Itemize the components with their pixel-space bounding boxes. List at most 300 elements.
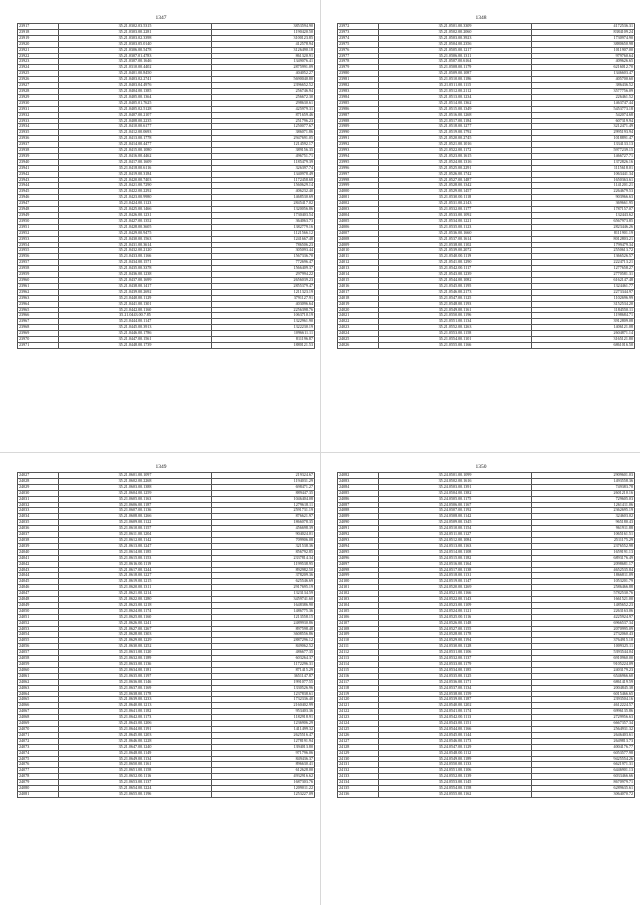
account-code-cell: 35.24.0516.00.1164 (379, 561, 532, 567)
amount-cell: 3459741.60 (212, 597, 315, 603)
amount-cell: 1209011.22 (212, 786, 315, 792)
account-code-cell: 35.21.0641.00.1182 (59, 709, 212, 715)
amount-cell: 1411499.32 (212, 726, 315, 732)
amount-cell: 2160402.99 (212, 703, 315, 709)
row-number-cell: 23984 (338, 94, 379, 100)
ledger-table (337, 472, 635, 798)
row-number-cell: 23933 (18, 118, 59, 124)
row-number-cell: 24001 (338, 195, 379, 201)
row-number-cell: 23952 (18, 230, 59, 236)
account-code-cell: 35.21.0310.00.4402 (59, 65, 212, 71)
account-code-cell: 35.21.0423.00.9980 (59, 195, 212, 201)
amount-cell: 2586466.88 (532, 585, 635, 591)
amount-cell: 4932916.62 (212, 774, 315, 780)
account-code-cell: 35.21.0433.00.1166 (59, 254, 212, 260)
row-number-cell: 24123 (338, 715, 379, 721)
row-number-cell: 24047 (18, 591, 59, 597)
amount-cell: 3791127.91 (212, 295, 315, 301)
account-code-cell: 35.24.0540.00.1202 (379, 703, 532, 709)
row-number-cell: 24100 (338, 579, 379, 585)
amount-cell: 1065161.51 (532, 532, 635, 538)
amount-cell: 2995193.94 (532, 130, 635, 136)
row-number-cell: 23975 (338, 41, 379, 47)
account-code-cell: 35.24.0507.00.1192 (379, 508, 532, 514)
account-code-cell: 35.21.0552.00.1263 (379, 325, 532, 331)
amount-cell: 1185479.39 (212, 159, 315, 165)
row-number-cell: 24115 (338, 667, 379, 673)
row-number-cell: 23992 (338, 142, 379, 148)
account-code-cell: 35.21.0542.00.1117 (379, 266, 532, 272)
row-number-cell: 24131 (338, 762, 379, 768)
amount-cell: 2550613.72 (532, 248, 635, 254)
amount-cell: 256746.94 (212, 88, 315, 94)
amount-cell: 1406121.08 (532, 325, 635, 331)
row-number-cell: 23948 (18, 207, 59, 213)
row-number-cell: 24033 (18, 508, 59, 514)
amount-cell: 2649813.73 (532, 738, 635, 744)
account-code-cell: 35.21.0609.00.1122 (59, 520, 212, 526)
amount-cell: 305093.44 (212, 248, 315, 254)
row-number-cell: 24080 (18, 786, 59, 792)
amount-cell: 2604871.14 (532, 331, 635, 337)
row-number-cell: 24127 (338, 738, 379, 744)
amount-cell: 904024.01 (212, 532, 315, 538)
amount-cell: 251796.23 (212, 118, 315, 124)
amount-cell: 1277658.27 (532, 266, 635, 272)
account-code-cell: 35.24.0504.00.1382 (379, 490, 532, 496)
row-number-cell: 24088 (338, 508, 379, 514)
row-number-cell: 24069 (18, 721, 59, 727)
row-number-cell: 24029 (18, 484, 59, 490)
row-number-cell: 24084 (338, 484, 379, 490)
account-code-cell: 35.21.0620.00.1311 (59, 585, 212, 591)
row-number-cell: 24003 (338, 207, 379, 213)
row-number-cell: 23971 (18, 342, 59, 348)
amount-cell: 2917695.19 (212, 585, 315, 591)
account-code-cell: 35.21.0501.00.3309 (379, 24, 532, 30)
account-code-cell: 35.21.0624.00.1174 (59, 608, 212, 614)
account-code-cell: 35.24.0553.00.1145 (379, 780, 532, 786)
amount-cell: 849436.37 (212, 756, 315, 762)
amount-cell: 9425554.26 (532, 756, 635, 762)
row-number-cell: 24068 (18, 715, 59, 721)
row-number-cell: 24057 (18, 650, 59, 656)
row-number-cell: 23980 (338, 71, 379, 77)
row-number-cell: 23983 (338, 88, 379, 94)
account-code-cell: 35.21.0644.00.1191 (59, 726, 212, 732)
amount-cell: 1394013.80 (212, 744, 315, 750)
account-code-cell: 35.21.0415.00.1080 (59, 148, 212, 154)
account-code-cell: 35.24.0508.00.1142 (379, 514, 532, 520)
amount-cell: 1063441.34 (532, 171, 635, 177)
account-code-cell: 35.21.0422.00.2292 (59, 189, 212, 195)
account-code-cell: 35.21.0444.00.1147 (59, 319, 212, 325)
account-code-cell: 35.21.0439.00.2692 (59, 289, 212, 295)
account-code-cell: 35.21.0646.00.1228 (59, 738, 212, 744)
account-code-cell: 35.21.0535.00.1123 (379, 224, 532, 230)
amount-cell: 2770581.31 (532, 272, 635, 278)
account-code-cell: 35.21.0629.00.1229 (59, 638, 212, 644)
amount-cell: 486677.35 (212, 650, 315, 656)
row-number-cell: 23925 (18, 71, 59, 77)
account-code-cell: 35.21.0525.00.2291 (379, 165, 532, 171)
row-number-cell: 24086 (338, 496, 379, 502)
account-code-cell: 35.24.0552.00.1139 (379, 774, 532, 780)
row-number-cell: 24117 (338, 679, 379, 685)
amount-cell: 1866078.35 (212, 520, 315, 526)
account-code-cell: 35.24.0554.00.1158 (379, 786, 532, 792)
account-code-cell: 35.21.0527.00.1487 (379, 177, 532, 183)
account-code-cell: 35.24.0510.00.1154 (379, 526, 532, 532)
row-number-cell: 23937 (18, 142, 59, 148)
account-code-cell: 35.24.0547.00.1129 (379, 744, 532, 750)
amount-cell: 403096.64 (212, 301, 315, 307)
row-number-cell: 23989 (338, 124, 379, 130)
amount-cell: 625546.69 (212, 579, 315, 585)
amount-cell: 1278191.94 (212, 738, 315, 744)
amount-cell: 1493558.36 (532, 478, 635, 484)
row-number-cell: 23943 (18, 177, 59, 183)
row-number-cell: 24055 (18, 638, 59, 644)
account-code-cell: 35.21.0617.00.1244 (59, 567, 212, 573)
account-code-cell: 35.24.0519.00.1147 (379, 579, 532, 585)
amount-cell: 1732336.40 (212, 697, 315, 703)
amount-cell: 3577756.09 (532, 88, 635, 94)
amount-cell: 324603.02 (532, 514, 635, 520)
row-number-cell: 24066 (18, 703, 59, 709)
row-number-cell: 24070 (18, 726, 59, 732)
account-code-cell: 35.21.0653.00.1137 (59, 780, 212, 786)
account-code-cell: 35.21.0504.00.2356 (379, 41, 532, 47)
account-code-cell: 35.21.0554.00.1101 (379, 337, 532, 343)
row-number-cell: 24128 (338, 744, 379, 750)
amount-cell: 2337814.34 (212, 555, 315, 561)
amount-cell: 1330526.96 (212, 685, 315, 691)
row-number-cell: 24089 (338, 514, 379, 520)
account-code-cell: 35.21.0645.00.1203 (59, 732, 212, 738)
account-code-cell: 35.24.0529.00.1194 (379, 638, 532, 644)
row-number-cell: 23935 (18, 130, 59, 136)
row-number-cell: 24006 (338, 224, 379, 230)
amount-cell: 6162147.48 (532, 277, 635, 283)
row-number-cell: 23998 (338, 177, 379, 183)
amount-cell: 1650363.61 (532, 177, 635, 183)
ledger-table (17, 472, 315, 798)
row-number-cell: 24032 (18, 502, 59, 508)
amount-cell: 2909601.03 (532, 473, 635, 479)
amount-cell: 3152534.20 (532, 301, 635, 307)
account-code-cell: 35.21.0618.00.1227 (59, 573, 212, 579)
account-code-cell: 35.21.0438.00.1417 (59, 283, 212, 289)
amount-cell: 8670979.71 (532, 780, 635, 786)
account-code-cell: 35.21.0546.00.2173 (379, 289, 532, 295)
amount-cell: 3764915.10 (532, 638, 635, 644)
amount-cell: 6015466.65 (532, 691, 635, 697)
row-number-cell: 24025 (338, 337, 379, 343)
row-number-cell: 24114 (338, 662, 379, 668)
amount-cell: 1486775.36 (212, 608, 315, 614)
account-code-cell: 35.21.0511.00.1115 (379, 83, 532, 89)
row-number-cell: 23938 (18, 148, 59, 154)
account-code-cell: 35.21.0543.00.1239 (379, 272, 532, 278)
amount-cell: 1250077.67 (212, 124, 315, 130)
row-number-cell: 23920 (18, 41, 59, 47)
account-code-cell: 35.21.0413.00.1778 (59, 136, 212, 142)
account-code-cell: 35.21.0532.00.1177 (379, 207, 532, 213)
row-number-cell: 24012 (338, 260, 379, 266)
amount-cell: 1349076.41 (212, 59, 315, 65)
amount-cell: 6910960.00 (532, 656, 635, 662)
amount-cell: 6289635.61 (532, 786, 635, 792)
account-code-cell: 35.21.0627.00.1267 (59, 626, 212, 632)
row-number-cell: 24129 (338, 750, 379, 756)
row-number-cell: 24016 (338, 283, 379, 289)
amount-cell: 5977239.15 (532, 148, 635, 154)
row-number-cell: 23941 (18, 165, 59, 171)
row-number-cell: 24019 (338, 301, 379, 307)
account-code-cell: 35.21.0443.00.7.85 (59, 313, 212, 319)
amount-cell: 2256398.76 (212, 307, 315, 313)
account-code-cell: 35.21.0622.00.1280 (59, 597, 212, 603)
row-number-cell: 24116 (338, 673, 379, 679)
row-number-cell: 24044 (18, 573, 59, 579)
amount-cell: 404052.27 (212, 71, 315, 77)
ledger-page-top-left (17, 14, 313, 349)
amount-cell: 2729956.63 (532, 715, 635, 721)
row-number-cell: 24085 (338, 490, 379, 496)
row-number-cell: 24014 (338, 272, 379, 278)
account-code-cell: 35.21.0628.00.1303 (59, 632, 212, 638)
row-number-cell: 23949 (18, 213, 59, 219)
amount-cell: 892982.50 (212, 567, 315, 573)
row-number-cell: 23968 (18, 325, 59, 331)
account-code-cell: 35.21.0520.00.2745 (379, 136, 532, 142)
amount-cell: 406232.40 (212, 189, 315, 195)
account-code-cell: 35.21.0547.00.1125 (379, 295, 532, 301)
amount-cell: 1172458.68 (212, 177, 315, 183)
row-number-cell: 24056 (18, 644, 59, 650)
row-number-cell: 24053 (18, 626, 59, 632)
amount-cell: 3853594.90 (212, 24, 315, 30)
account-code-cell: 35.21.0518.00.1277 (379, 124, 532, 130)
row-number-cell: 24072 (18, 738, 59, 744)
amount-cell: 6446901.13 (532, 768, 635, 774)
amount-cell: 8111901.19 (532, 230, 635, 236)
row-number-cell: 23974 (338, 35, 379, 41)
account-code-cell: 35.21.0553.00.1158 (379, 331, 532, 337)
row-number-cell: 24133 (338, 774, 379, 780)
row-number-cell: 23965 (18, 307, 59, 313)
account-code-cell: 35.21.0445.00.3913 (59, 325, 212, 331)
row-number-cell: 23924 (18, 65, 59, 71)
page-number: 1347 (155, 15, 167, 21)
row-number-cell: 24110 (338, 638, 379, 644)
amount-cell: 4612224.57 (532, 703, 635, 709)
row-number-cell: 24075 (18, 756, 59, 762)
row-number-cell: 24046 (18, 585, 59, 591)
row-number-cell: 24119 (338, 691, 379, 697)
amount-cell: 889447.35 (212, 490, 315, 496)
row-number-cell: 23926 (18, 77, 59, 83)
amount-cell: 2273344.97 (532, 289, 635, 295)
amount-cell: 1237838.61 (212, 691, 315, 697)
row-number-cell: 24004 (338, 213, 379, 219)
row-number-cell: 23970 (18, 337, 59, 343)
row-number-cell: 24054 (18, 632, 59, 638)
row-number-cell: 24008 (338, 236, 379, 242)
account-code-cell: 35.21.0507.00.6164 (379, 59, 532, 65)
row-number-cell: 24049 (18, 602, 59, 608)
row-number-cell: 24121 (338, 703, 379, 709)
amount-cell: 1141201.21 (532, 183, 635, 189)
amount-cell: 405700.60 (532, 77, 635, 83)
row-number-cell: 23922 (18, 53, 59, 59)
account-code-cell: 35.24.0530.00.1128 (379, 644, 532, 650)
account-code-cell: 35.21.0612.00.1142 (59, 537, 212, 543)
account-code-cell: 35.21.0425.00.1466 (59, 207, 212, 213)
account-code-cell: 35.21.0403.04.4976 (59, 83, 212, 89)
row-number-cell: 24120 (338, 697, 379, 703)
amount-cell: 1102696.99 (532, 295, 635, 301)
account-code-cell: 35.21.0421.00.7290 (59, 183, 212, 189)
row-number-cell: 24043 (18, 567, 59, 573)
amount-cell: 3651147.87 (212, 673, 315, 679)
amount-cell: 1011907.00 (532, 47, 635, 53)
account-code-cell: 35.21.0405.01.7625 (59, 100, 212, 106)
row-number-cell: 24102 (338, 591, 379, 597)
account-code-cell: 35.21.0410.00.6177 (59, 124, 212, 130)
account-code-cell: 35.24.0511.00.1127 (379, 532, 532, 538)
amount-cell: 425979.31 (212, 106, 315, 112)
amount-cell: 1214592.17 (212, 142, 315, 148)
amount-cell: 6216012.70 (532, 65, 635, 71)
amount-cell: 896630.41 (212, 762, 315, 768)
amount-cell: 8384109.24 (532, 29, 635, 35)
amount-cell: 3212471.49 (532, 124, 635, 130)
amount-cell: 961911.88 (532, 526, 635, 532)
amount-cell: 2264679.53 (532, 189, 635, 195)
amount-cell: 1279618.11 (212, 502, 315, 508)
row-number-cell: 23957 (18, 260, 59, 266)
account-code-cell: 35.21.0435.00.3378 (59, 266, 212, 272)
account-code-cell: 35.21.0555.00.1166 (379, 342, 532, 348)
amount-cell: 3912809.08 (532, 319, 635, 325)
amount-cell: 1340978.49 (212, 171, 315, 177)
amount-cell: 2887296.12 (212, 638, 315, 644)
row-number-cell: 24000 (338, 189, 379, 195)
amount-cell: 132443.62 (532, 213, 635, 219)
amount-cell: 1799479.34 (532, 242, 635, 248)
row-number-cell: 24126 (338, 732, 379, 738)
row-number-cell: 23939 (18, 153, 59, 159)
row-number-cell: 23963 (18, 295, 59, 301)
account-code-cell: 35.21.0539.00.2072 (379, 248, 532, 254)
row-number-cell: 24064 (18, 691, 59, 697)
amount-cell: 1372826.16 (532, 159, 635, 165)
account-code-cell: 35.21.0522.00.1172 (379, 148, 532, 154)
amount-cell: 2098681.17 (532, 561, 635, 567)
amount-cell: 4172536.31 (532, 24, 635, 30)
account-code-cell: 35.21.0538.00.1102 (379, 242, 532, 248)
account-code-cell: 35.24.0515.00.1182 (379, 555, 532, 561)
row-number-cell: 24010 (338, 248, 379, 254)
account-code-cell: 35.21.0605.00.1163 (59, 496, 212, 502)
amount-cell: 2376552.98 (532, 543, 635, 549)
account-code-cell: 35.24.0517.00.1138 (379, 567, 532, 573)
amount-cell: 1063710.19 (212, 313, 315, 319)
amount-cell: 4225924.97 (532, 614, 635, 620)
row-number-cell: 23997 (338, 171, 379, 177)
amount-cell: 1198684.71 (532, 313, 635, 319)
amount-cell: 1648386.90 (212, 602, 315, 608)
amount-cell: 698471.27 (212, 484, 315, 490)
amount-cell: 2403179.23 (532, 667, 635, 673)
row-number-cell: 24036 (18, 526, 59, 532)
row-number-cell: 24015 (338, 277, 379, 283)
account-code-cell: 35.21.0303.02.3398 (59, 35, 212, 41)
account-code-cell: 35.21.0447.00.1561 (59, 337, 212, 343)
account-code-cell: 35.24.0518.00.1131 (379, 573, 532, 579)
account-code-cell: 35.21.0601.00.1097 (59, 473, 212, 479)
account-code-cell: 35.21.0508.00.1179 (379, 65, 532, 71)
row-number-cell: 23961 (18, 283, 59, 289)
amount-cell: 971796.06 (212, 750, 315, 756)
account-code-cell: 35.21.0514.00.1362 (379, 100, 532, 106)
amount-cell: 2601210.16 (532, 490, 635, 496)
amount-cell: 1241667.48 (212, 236, 315, 242)
row-number-cell: 24009 (338, 242, 379, 248)
amount-cell: 321538.36 (212, 543, 315, 549)
amount-cell: 1463747.44 (532, 100, 635, 106)
account-code-cell: 35.21.0616.00.1119 (59, 561, 212, 567)
amount-cell: 6033466.66 (532, 774, 635, 780)
amount-cell: 1560629.14 (212, 183, 315, 189)
account-code-cell: 35.21.0651.00.1158 (59, 768, 212, 774)
amount-cell: 1787157.07 (532, 207, 635, 213)
amount-cell: 979760.64 (532, 53, 635, 59)
amount-cell: 6621971.31 (532, 762, 635, 768)
amount-cell: 2823446.26 (532, 224, 635, 230)
row-number-cell: 24099 (338, 573, 379, 579)
amount-cell: 603264.37 (212, 656, 315, 662)
amount-cell: 2263163.06 (532, 608, 635, 614)
account-code-cell: 35.21.0636.00.1146 (59, 679, 212, 685)
amount-cell: 772696.47 (212, 260, 315, 266)
account-code-cell: 35.21.0549.00.1161 (379, 307, 532, 313)
amount-cell: 6861016.50 (532, 342, 635, 348)
amount-cell: 849062.52 (212, 644, 315, 650)
account-code-cell: 35.21.0541.00.1290 (379, 260, 532, 266)
account-code-cell: 35.21.0534.00.1221 (379, 218, 532, 224)
amount-cell: 1323134.59 (212, 591, 315, 597)
amount-cell: 1566409.37 (212, 266, 315, 272)
amount-cell: 1046404.08 (212, 496, 315, 502)
account-code-cell: 35.21.0524.00.1316 (379, 159, 532, 165)
account-code-cell: 35.21.0638.00.1178 (59, 691, 212, 697)
row-number-cell: 24071 (18, 732, 59, 738)
account-code-cell: 35.21.0429.00.9475 (59, 230, 212, 236)
amount-cell: 1121566.12 (212, 230, 315, 236)
row-number-cell: 24039 (18, 543, 59, 549)
row-number-cell: 24065 (18, 697, 59, 703)
amount-cell: 2393504.16 (532, 697, 635, 703)
row-number-cell: 23972 (338, 24, 379, 30)
row-number-cell: 24118 (338, 685, 379, 691)
row-number-cell: 23959 (18, 272, 59, 278)
amount-cell: 1485652.23 (532, 602, 635, 608)
row-number-cell: 24041 (18, 555, 59, 561)
row-number-cell: 23996 (338, 165, 379, 171)
